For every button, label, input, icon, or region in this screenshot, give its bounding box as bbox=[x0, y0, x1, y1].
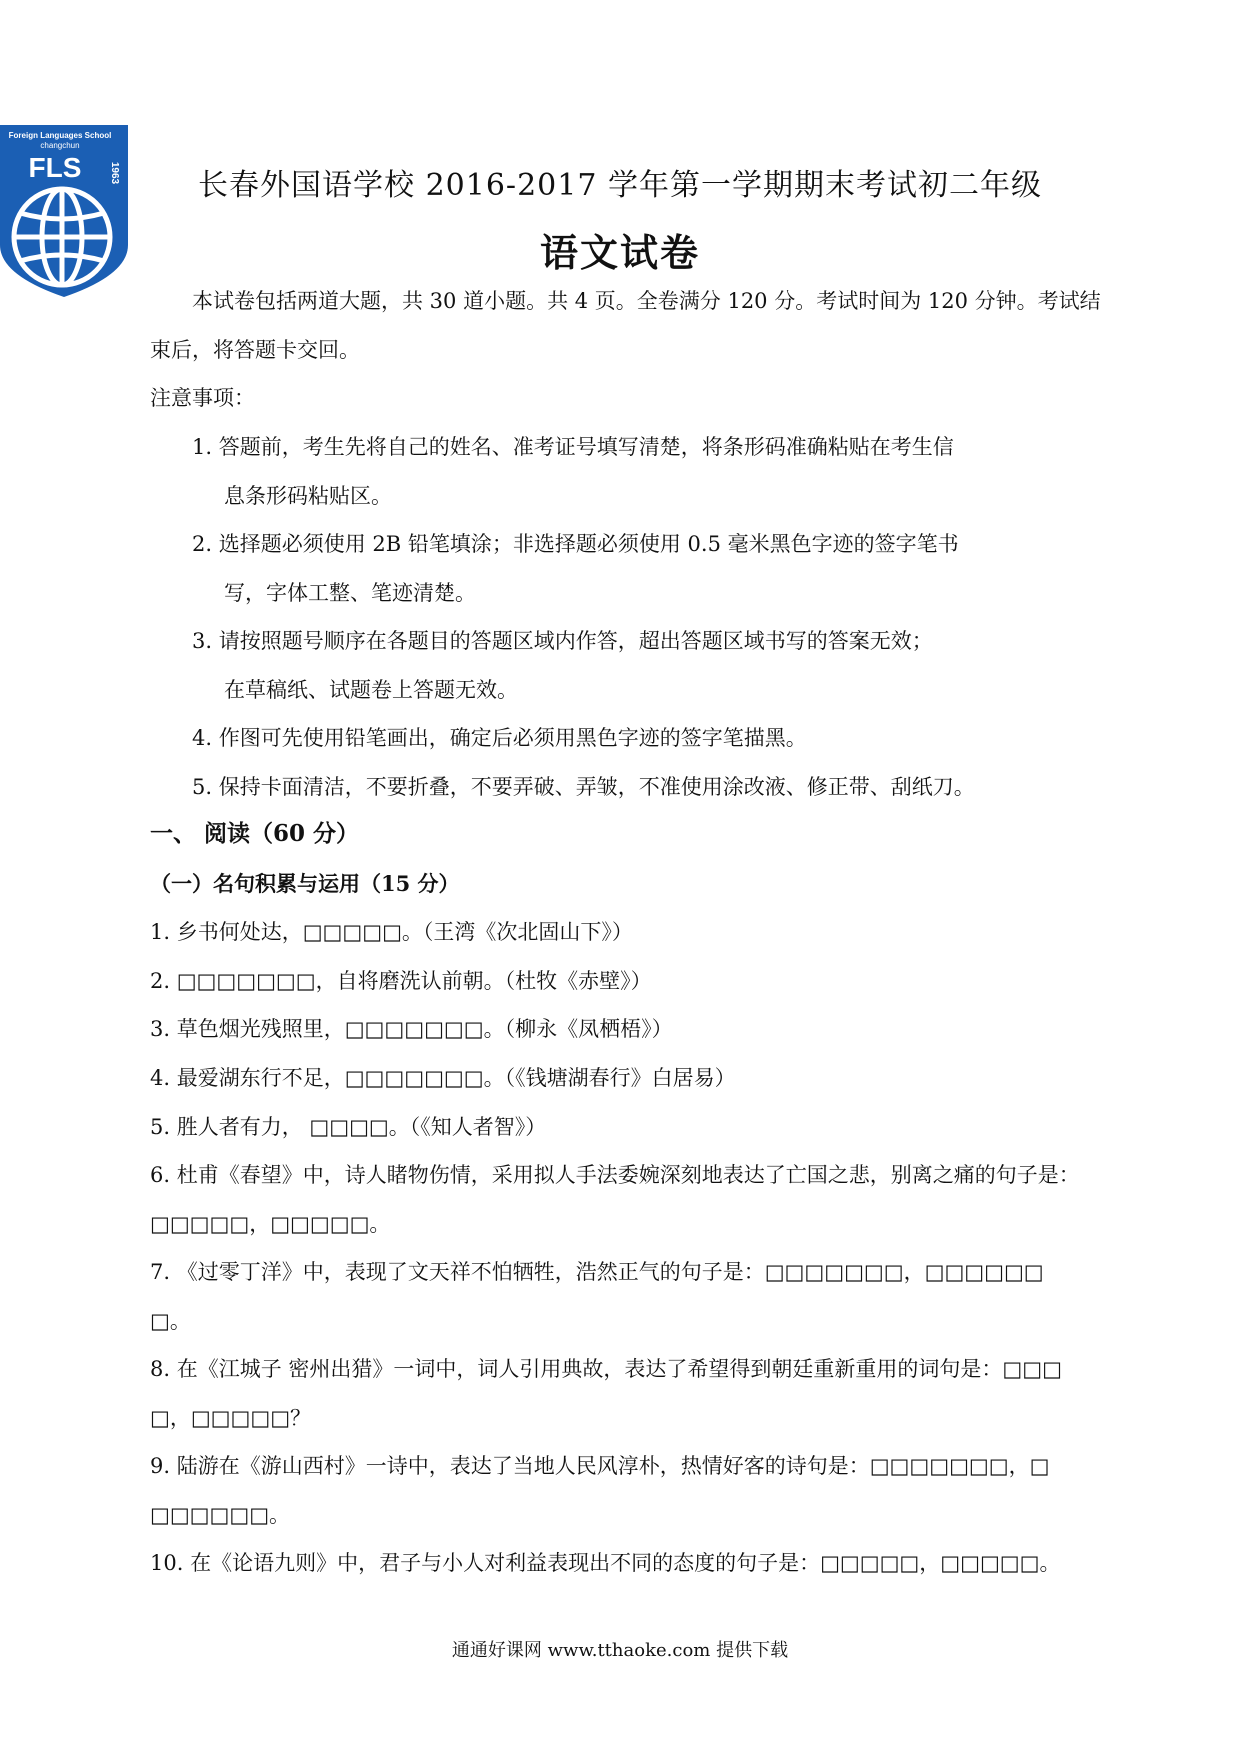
logo-top-text: Foreign Languages School bbox=[8, 131, 112, 140]
question-10: 10. 在《论语九则》中，君子与小人对利益表现出不同的态度的句子是：□□□□□，□□□□□。 bbox=[150, 1551, 1061, 1575]
subsection-heading: （一）名句积累与运用（15 分） bbox=[150, 871, 460, 896]
question-5: 5. 胜人者有力， □□□□。（《知人者智》） bbox=[150, 1115, 547, 1139]
intro-line-2: 束后，将答题卡交回。 bbox=[150, 338, 360, 362]
logo-year: 1963 bbox=[109, 161, 120, 185]
note-item-5: 5. 保持卡面清洁，不要折叠，不要弄破、弄皱，不准使用涂改液、修正带、刮纸刀。 bbox=[192, 775, 975, 799]
question-9-cont: □□□□□□。 bbox=[150, 1503, 291, 1527]
logo-sub-text: changchun bbox=[40, 141, 80, 150]
note-item-2-cont: 写，字体工整、笔迹清楚。 bbox=[224, 581, 476, 605]
question-3: 3. 草色烟光残照里，□□□□□□□。（柳永《凤栖梧》） bbox=[150, 1017, 673, 1041]
exam-subject-title: 语文试卷 bbox=[539, 230, 700, 275]
question-1: 1. 乡书何处达，□□□□□。（王湾《次北固山下》） bbox=[150, 920, 633, 944]
intro-line-1: 本试卷包括两道大题，共 30 道小题。共 4 页。全卷满分 120 分。考试时间为 120 分钟。考试结 bbox=[192, 289, 1101, 313]
note-item-1-cont: 息条形码粘贴区。 bbox=[224, 484, 392, 508]
question-6-cont: □□□□□，□□□□□。 bbox=[150, 1212, 391, 1236]
note-item-2: 2. 选择题必须使用 2B 铅笔填涂；非选择题必须使用 0.5 毫米黑色字迹的签字笔书 bbox=[192, 532, 959, 556]
question-9: 9. 陆游在《游山西村》一诗中，表达了当地人民风淳朴，热情好客的诗句是：□□□□□□□，□ bbox=[150, 1454, 1050, 1478]
question-2: 2. □□□□□□□，自将磨洗认前朝。（杜牧《赤壁》） bbox=[150, 969, 652, 993]
logo-abbr: FLS bbox=[28, 152, 82, 183]
exam-title: 长春外国语学校 2016-2017 学年第一学期期末考试初二年级 bbox=[198, 168, 1042, 203]
question-8-cont: □，□□□□□？ bbox=[150, 1406, 312, 1430]
note-item-3: 3. 请按照题号顺序在各题目的答题区域内作答，超出答题区域书写的答案无效； bbox=[192, 629, 933, 653]
question-8: 8. 在《江城子 密州出猎》一词中，词人引用典故，表达了希望得到朝廷重新重用的词句是：□□□ bbox=[150, 1357, 1062, 1381]
section-heading: 一、 阅读（60 分） bbox=[150, 820, 360, 847]
footer-source: 通通好课网 www.tthaoke.com 提供下载 bbox=[451, 1640, 789, 1661]
question-7-cont: □。 bbox=[150, 1309, 191, 1333]
note-item-1: 1. 答题前，考生先将自己的姓名、准考证号填写清楚，将条形码准确粘贴在考生信 bbox=[192, 435, 954, 459]
question-6: 6. 杜甫《春望》中，诗人睹物伤情，采用拟人手法委婉深刻地表达了亡国之悲，别离之痛的句子是： bbox=[150, 1163, 1080, 1187]
question-7: 7. 《过零丁洋》中，表现了文天祥不怕牺牲，浩然正气的句子是：□□□□□□□，□□□□□□ bbox=[150, 1260, 1044, 1284]
question-4: 4. 最爱湖东行不足，□□□□□□□。（《钱塘湖春行》白居易） bbox=[150, 1066, 736, 1090]
note-item-4: 4. 作图可先使用铅笔画出，确定后必须用黑色字迹的签字笔描黑。 bbox=[192, 726, 807, 750]
note-item-3-cont: 在草稿纸、试题卷上答题无效。 bbox=[224, 678, 518, 702]
notes-heading: 注意事项： bbox=[150, 386, 255, 410]
